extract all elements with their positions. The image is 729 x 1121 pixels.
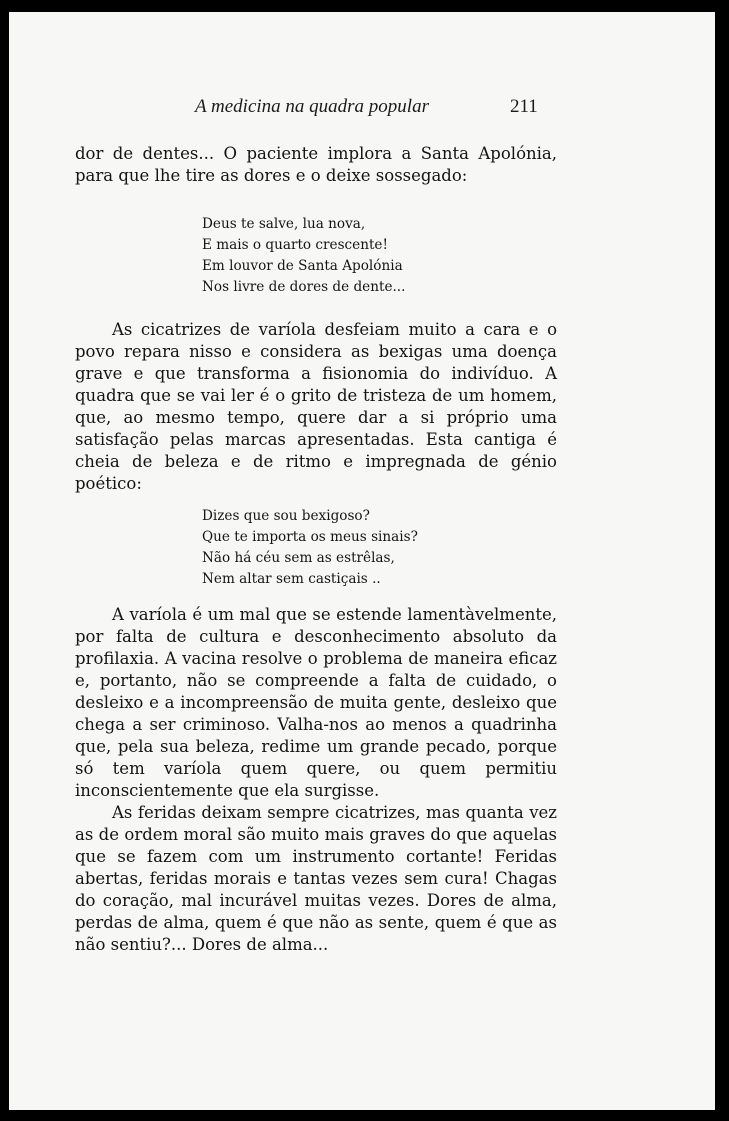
- verse-santa-apolonia: [202, 214, 442, 298]
- verse-line: Em louvor de Santa Apolónia: [202, 258, 403, 274]
- running-header: [9, 96, 715, 120]
- book-page: [9, 12, 715, 1110]
- paragraph-text: A varíola é um mal que se estende lamentàvelmente, por falta de cultura e desconhecimento absoluto da profilaxia. A vacina resolve o problema de maneira eficaz e, portanto, não se compreende a falta de cuidado, o desleixo e a incompreensão de muita gente, desleixo que chega a ser criminoso. Valha-nos ao menos a quadrinha que, pela sua beleza, redime um grande pecado, porque só tem varíola quem quere, ou quem permitiu inconscientemente que ela surgisse.: [75, 605, 557, 800]
- paragraph-text: As feridas deixam sempre cicatrizes, mas quanta vez as de ordem moral são muito mais graves do que aquelas que se fazem com um instrumento cortante! Feridas abertas, feridas morais e tantas vezes sem cura! Chagas do coração, mal incurável muitas vezes. Dores de alma, perdas de alma, quem é que não as sente, quem é que as não sentiu?... Dores de alma...: [75, 803, 557, 954]
- verse-line: Nem altar sem castiçais ..: [202, 571, 381, 587]
- paragraph-cicatrizes: [75, 319, 557, 495]
- page-number: 211: [510, 96, 538, 117]
- verse-line: Nos livre de dores de dente...: [202, 279, 406, 295]
- running-title: A medicina na quadra popular: [195, 96, 429, 117]
- verse-bexigoso: [202, 506, 442, 590]
- verse-line: Deus te salve, lua nova,: [202, 216, 366, 232]
- paragraph-text: dor de dentes... O paciente implora a Santa Apolónia, para que lhe tire as dores e o deixe sossegado:: [75, 144, 557, 185]
- verse-line: Dizes que sou bexigoso?: [202, 508, 370, 524]
- paragraph-text: As cicatrizes de varíola desfeiam muito a cara e o povo repara nisso e considera as bexigas uma doença grave e que transforma a fisionomia do indivíduo. A quadra que se vai ler é o grito de tristeza de um homem, que, ao mesmo tempo, quere dar a si próprio uma satisfação pelas marcas apresentadas. Esta cantiga é cheia de beleza e de ritmo e impregnada de génio poético:: [75, 320, 557, 493]
- verse-line: E mais o quarto crescente!: [202, 237, 388, 253]
- verse-line: Que te importa os meus sinais?: [202, 529, 418, 545]
- paragraph-variola-feridas: [75, 604, 557, 956]
- paragraph-toothache: [75, 143, 557, 187]
- verse-line: Não há céu sem as estrêlas,: [202, 550, 395, 566]
